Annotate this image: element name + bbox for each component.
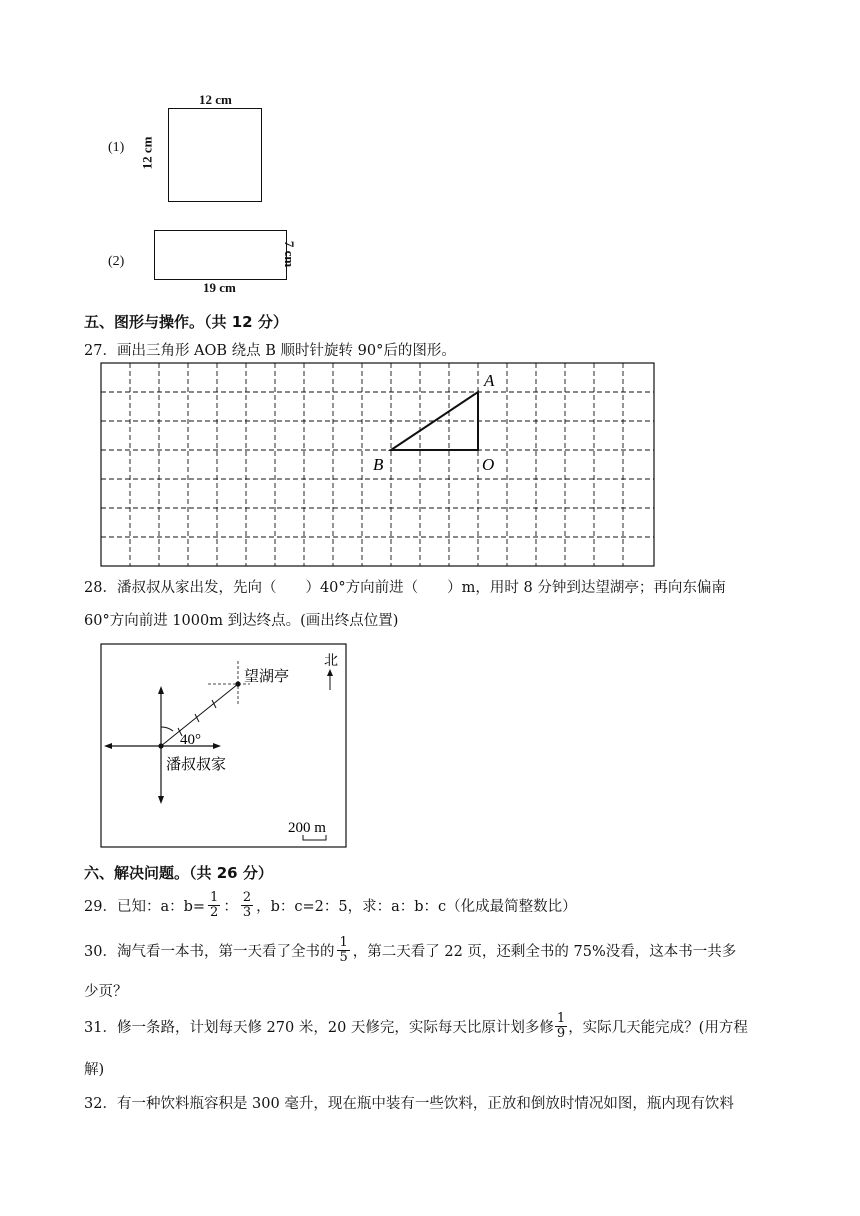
angle-label: 40° <box>180 732 201 748</box>
question-30-line-1 <box>84 936 736 965</box>
question-30-suffix: ，第二天看了 22 页，还剩全书的 75%没看，这本书一共多 <box>352 944 737 960</box>
question-29-suffix: ，b：c=2：5，求：a：b：c（化成最简整数比） <box>256 899 577 915</box>
figure-1-label: (1) <box>108 140 125 155</box>
question-31-suffix: ，实际几天能完成？(用方程 <box>568 1020 748 1036</box>
point-a-label: A <box>484 371 495 390</box>
rectangle-shape <box>154 230 287 280</box>
question-29-colon: ： <box>223 899 238 915</box>
fraction-two-thirds: $\frac{2}{3}$ <box>242 890 252 920</box>
fraction-one-half: $\frac{1}{2}$ <box>210 890 219 920</box>
fraction-one-ninth: $\frac{1}{9}$ <box>556 1011 566 1041</box>
grid-figure <box>100 362 656 568</box>
route-tick-marks <box>178 700 216 736</box>
question-30-prefix: 30．淘气看一本书，第一天看了全书的 <box>84 944 335 960</box>
question-28-line-2: 60°方向前进 1000m 到达终点。(画出终点位置) <box>84 613 399 629</box>
home-label: 潘叔叔家 <box>166 757 227 773</box>
question-27-text: 27．画出三角形 AOB 绕点 B 顺时针旋转 90°后的图形。 <box>84 343 456 359</box>
north-arrow-icon <box>158 686 164 694</box>
scale-label: 200 m <box>288 820 326 836</box>
pavilion-label: 望湖亭 <box>244 669 290 685</box>
figure-2-right-dimension: 7 cm <box>282 240 298 268</box>
figure-1-left-dimension: 12 cm <box>139 136 155 170</box>
fraction-one-fifth: $\frac{1}{5}$ <box>339 935 348 965</box>
direction-map <box>100 643 348 849</box>
question-31-line-1 <box>84 1012 748 1041</box>
question-30-line-2: 少页？ <box>84 984 128 1000</box>
square-shape <box>168 108 262 202</box>
question-31-line-2: 解) <box>84 1062 105 1078</box>
question-29-prefix: 29．已知：a：b= <box>84 899 206 915</box>
point-b-label: B <box>373 455 384 474</box>
figure-1-top-dimension: 12 cm <box>199 92 232 107</box>
question-32-text: 32．有一种饮料瓶容积是 300 毫升，现在瓶中装有一些饮料，正放和倒放时情况如图，瓶内现有饮料 <box>84 1096 734 1112</box>
figure-2-label: (2) <box>108 254 125 269</box>
question-29 <box>84 891 577 920</box>
question-31-prefix: 31．修一条路，计划每天修 270 米，20 天修完，实际每天比原计划多修 <box>84 1020 554 1036</box>
north-label: 北 <box>324 654 338 669</box>
section-5-heading: 五、图形与操作。（共 12 分） <box>84 313 288 331</box>
west-arrow-icon <box>104 743 112 749</box>
section-6-heading: 六、解决问题。（共 26 分） <box>84 864 273 882</box>
point-o-label: O <box>482 455 495 474</box>
east-arrow-icon <box>213 743 221 749</box>
figure-2-bottom-dimension: 19 cm <box>203 280 236 295</box>
angle-arc <box>161 727 173 731</box>
question-28-line-1: 28．潘叔叔从家出发，先向（ ）40°方向前进（ ）m，用时 8 分钟到达望湖亭；再向东偏南 <box>84 580 726 596</box>
north-indicator-arrow-icon <box>327 669 333 676</box>
south-arrow-icon <box>158 796 164 804</box>
